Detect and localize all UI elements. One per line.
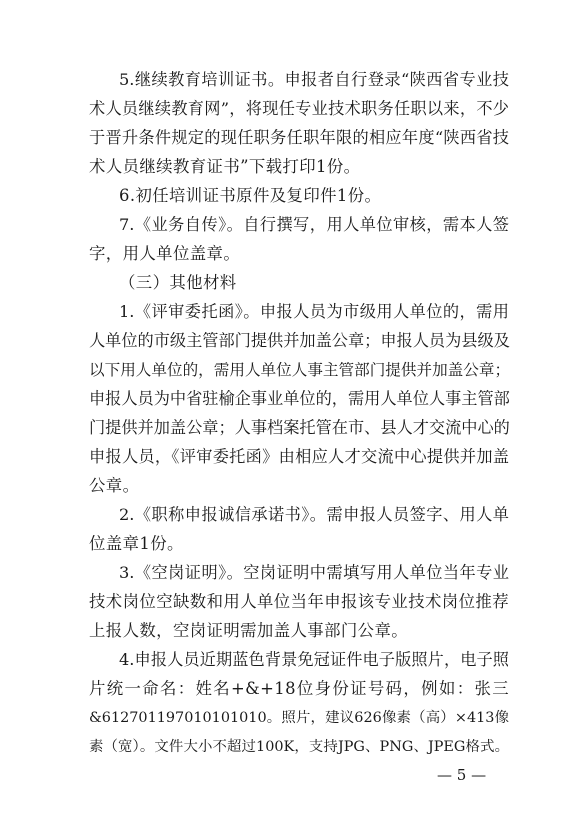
text-line: 以下用人单位的，需用人单位人事主管部门提供并加盖公章； bbox=[89, 361, 511, 379]
text-line: 技术岗位空缺数和用人单位当年申报该专业技术岗位推荐 bbox=[89, 592, 509, 611]
text-line: 字，用人单位盖章。 bbox=[89, 244, 241, 263]
text-line: 人单位的市级主管部门提供并加盖公章；申报人员为县级及 bbox=[89, 331, 510, 350]
text-line: 位盖章1份。 bbox=[89, 534, 184, 553]
text-line: 6.初任培训证书原件及复印件1份。 bbox=[119, 186, 382, 205]
text-line: 7.《业务自传》。自行撰写，用人单位审核，需本人签 bbox=[119, 215, 509, 234]
text-line: 4.申报人员近期蓝色背景免冠证件电子版照片，电子照 bbox=[119, 650, 509, 669]
text-line: &612701197010101010。照片，建议626像素（高）×413像 bbox=[89, 710, 509, 726]
page-number: — 5 — bbox=[437, 766, 487, 784]
text-line: 片统一命名：姓名+&+18位身份证号码，例如：张三 bbox=[89, 679, 509, 698]
text-line: 5.继续教育培训证书。申报者自行登录“陕西省专业技 bbox=[119, 70, 509, 89]
text-line: 素（宽）。文件大小不超过100K，支持JPG、PNG、JPEG格式。 bbox=[89, 739, 509, 755]
text-line: 术人员继续教育网”，将现任专业技术职务任职以来，不少 bbox=[89, 99, 509, 118]
text-line: 上报人数，空岗证明需加盖人事部门公章。 bbox=[89, 621, 409, 640]
text-line: 申报人员为中省驻榆企事业单位的，需用人单位人事主管部 bbox=[89, 389, 510, 408]
text-line: 于晋升条件规定的现任职务任职年限的相应年度“陕西省技 bbox=[89, 128, 509, 147]
text-line: 1.《评审委托函》。申报人员为市级用人单位的，需用 bbox=[119, 302, 509, 321]
text-line: 公章。 bbox=[89, 476, 140, 495]
text-line: 申报人员，《评审委托函》由相应人才交流中心提供并加盖 bbox=[89, 447, 509, 466]
text-line: 术人员继续教育证书”下载打印1份。 bbox=[89, 157, 361, 176]
text-line: 门提供并加盖公章；人事档案托管在市、县人才交流中心的 bbox=[89, 418, 510, 437]
text-line: 2.《职称申报诚信承诺书》。需申报人员签字、用人单 bbox=[119, 505, 509, 524]
section-heading: （三）其他材料 bbox=[119, 273, 237, 292]
text-line: 3.《空岗证明》。空岗证明中需填写用人单位当年专业 bbox=[119, 563, 509, 582]
